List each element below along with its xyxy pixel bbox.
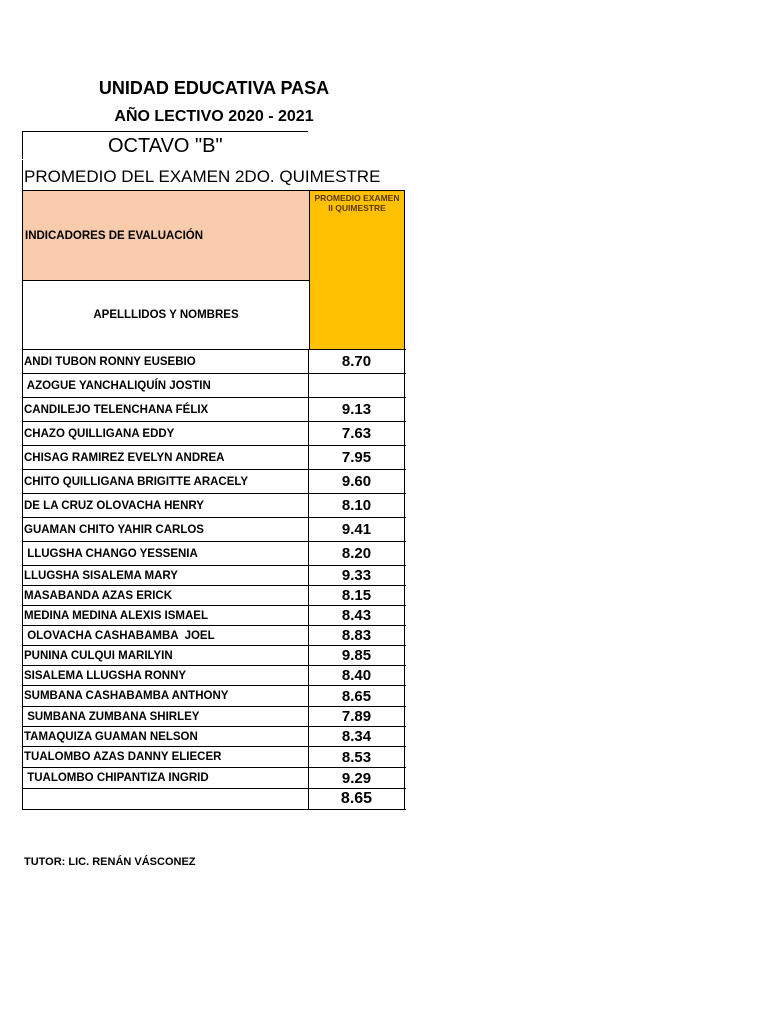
student-score: 8.83	[309, 626, 405, 645]
table-row	[22, 350, 406, 374]
table-row	[22, 398, 406, 422]
average-label-cell	[22, 789, 309, 809]
table-row	[22, 626, 406, 646]
student-name: LLUGSHA SISALEMA MARY	[22, 566, 309, 585]
student-score: 9.41	[309, 518, 405, 541]
school-year: AÑO LECTIVO 2020 - 2021	[114, 108, 314, 125]
student-score: 7.63	[309, 422, 405, 445]
student-score: 8.20	[309, 542, 405, 565]
class-average: 8.65	[309, 789, 405, 809]
student-score: 9.13	[309, 398, 405, 421]
student-score: 8.10	[309, 494, 405, 517]
student-name: OLOVACHA CASHABAMBA JOEL	[22, 626, 309, 645]
student-score: 8.43	[309, 606, 405, 625]
student-name: SUMBANA ZUMBANA SHIRLEY	[22, 707, 309, 726]
grades-table	[22, 349, 406, 810]
table-row	[22, 446, 406, 470]
student-score: 9.85	[309, 646, 405, 665]
student-name: CHAZO QUILLIGANA EDDY	[22, 422, 309, 445]
table-row	[22, 707, 406, 727]
student-score: 8.15	[309, 586, 405, 605]
student-name: GUAMAN CHITO YAHIR CARLOS	[22, 518, 309, 541]
table-row	[22, 727, 406, 747]
student-name: AZOGUE YANCHALIQUÍN JOSTIN	[22, 374, 309, 397]
names-column-header: APELLLIDOS Y NOMBRES	[22, 281, 309, 350]
student-name: CANDILEJO TELENCHANA FÉLIX	[22, 398, 309, 421]
table-row	[22, 686, 406, 707]
table-row	[22, 542, 406, 566]
student-name: SUMBANA CASHABAMBA ANTHONY	[22, 686, 309, 706]
indicators-header: INDICADORES DE EVALUACIÓN	[22, 190, 309, 281]
tutor-signature-line: TUTOR: LIC. RENÁN VÁSCONEZ	[24, 856, 196, 868]
student-name: CHISAG RAMIREZ EVELYN ANDREA	[22, 446, 309, 469]
student-name: ANDI TUBON RONNY EUSEBIO	[22, 350, 309, 373]
school-name: UNIDAD EDUCATIVA PASA	[98, 78, 330, 98]
student-name: TUALOMBO AZAS DANNY ELIECER	[22, 747, 309, 767]
student-score	[309, 374, 405, 397]
table-row	[22, 566, 406, 586]
table-row	[22, 747, 406, 768]
score-header-line1: PROMEDIO EXAMEN	[314, 193, 400, 203]
student-name: TUALOMBO CHIPANTIZA INGRID	[22, 768, 309, 788]
table-row	[22, 518, 406, 542]
student-score: 9.29	[309, 768, 405, 788]
student-name: CHITO QUILLIGANA BRIGITTE ARACELY	[22, 470, 309, 493]
student-score: 9.60	[309, 470, 405, 493]
document-subtitle: PROMEDIO DEL EXAMEN 2DO. QUIMESTRE	[22, 160, 408, 190]
student-name: PUNINA CULQUI MARILYIN	[22, 646, 309, 665]
table-row	[22, 470, 406, 494]
student-name: MEDINA MEDINA ALEXIS ISMAEL	[22, 606, 309, 625]
student-score: 7.89	[309, 707, 405, 726]
score-column-header	[309, 190, 405, 350]
student-name: TAMAQUIZA GUAMAN NELSON	[22, 727, 309, 746]
student-score: 8.34	[309, 727, 405, 746]
student-name: SISALEMA LLUGSHA RONNY	[22, 666, 309, 685]
average-row	[22, 789, 406, 810]
student-score: 8.40	[309, 666, 405, 685]
student-score: 8.65	[309, 686, 405, 706]
grade-label: OCTAVO "B"	[22, 131, 308, 159]
student-score: 9.33	[309, 566, 405, 585]
score-header-line2: II QUIMESTRE	[328, 203, 386, 213]
table-row	[22, 374, 406, 398]
student-score: 7.95	[309, 446, 405, 469]
student-score: 8.70	[309, 350, 405, 373]
table-row	[22, 646, 406, 666]
table-row	[22, 606, 406, 626]
table-row	[22, 666, 406, 686]
student-name: MASABANDA AZAS ERICK	[22, 586, 309, 605]
table-row	[22, 494, 406, 518]
student-name: DE LA CRUZ OLOVACHA HENRY	[22, 494, 309, 517]
student-name: LLUGSHA CHANGO YESSENIA	[22, 542, 309, 565]
table-row	[22, 422, 406, 446]
table-row	[22, 768, 406, 789]
table-row	[22, 586, 406, 606]
student-score: 8.53	[309, 747, 405, 767]
